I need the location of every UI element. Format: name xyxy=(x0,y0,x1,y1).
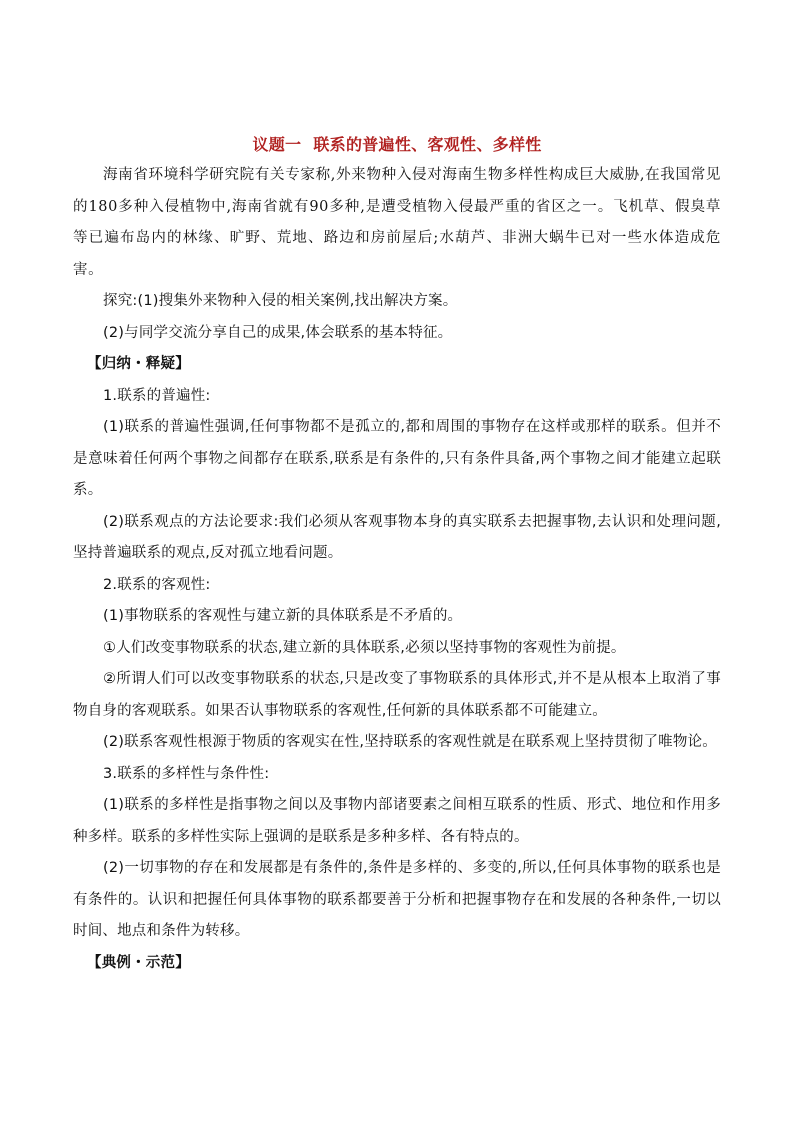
point1-paragraph-2: (2)联系观点的方法论要求:我们必须从客观事物本身的真实联系去把握事物,去认识和处理问题,坚持普遍联系的观点,反对孤立地看问题。 xyxy=(73,513,721,561)
topic-text: 联系的普遍性、客观性、多样性 xyxy=(313,135,542,154)
point2-paragraph-1: (1)事物联系的客观性与建立新的具体联系是不矛盾的。 xyxy=(103,608,463,624)
body-content xyxy=(73,286,721,979)
point3-title: 3.联系的多样性与条件性: xyxy=(103,765,270,782)
case-material-paragraph: 海南省环境科学研究院有关专家称,外来物种入侵对海南生物多样性构成巨大威胁,在我国常见的180多种入侵植物中,海南省就有90多种,是遭受植物入侵最严重的省区之一。飞机草、假臭草等已遍布岛内的林缘、旷野、荒地、路边和房前屋后;水葫芦、非洲大蜗牛已对一些水体造成危害。 xyxy=(73,167,721,278)
point1-paragraph-1: (1)联系的普遍性强调,任何事物都不是孤立的,都和周围的事物存在这样或那样的联系。但并不是意味着任何两个事物之间都存在联系,联系是有条件的,只有条件具备,两个事物之间才能建立起联系。 xyxy=(73,419,721,498)
point2-item-a: ①人们改变事物联系的状态,建立新的具体联系,必须以坚持事物的客观性为前提。 xyxy=(103,639,626,656)
topic-label: 议题一 xyxy=(252,135,302,154)
point3-paragraph-1: (1)联系的多样性是指事物之间以及事物内部诸要素之间相互联系的性质、形式、地位和作用多种多样。联系的多样性实际上强调的是联系是多种多样、各有特点的。 xyxy=(73,797,721,845)
inquiry-question-2: (2)与同学交流分享自己的成果,体会联系的基本特征。 xyxy=(103,324,453,341)
point1-title: 1.联系的普遍性: xyxy=(103,387,211,404)
section-heading-example: 【典例・示范】 xyxy=(87,954,190,971)
point2-title: 2.联系的客观性: xyxy=(103,576,211,593)
point2-paragraph-2: (2)联系客观性根源于物质的客观实在性,坚持联系的客观性就是在联系观上坚持贯彻了唯物论。 xyxy=(103,734,717,750)
page-title xyxy=(0,132,794,155)
section-heading-summary: 【归纳・释疑】 xyxy=(87,356,190,372)
point3-paragraph-2: (2)一切事物的存在和发展都是有条件的,条件是多样的、多变的,所以,任何具体事物的联系也是有条件的。认识和把握任何具体事物的联系都要善于分析和把握事物存在和发展的各种条件,一切以时间、地点和条件为转移。 xyxy=(73,860,721,939)
point2-item-b: ②所谓人们可以改变事物联系的状态,只是改变了事物联系的具体形式,并不是从根本上取消了事物自身的客观联系。如果否认事物联系的客观性,任何新的具体联系都不可能建立。 xyxy=(73,671,721,719)
inquiry-question-1: 探究:(1)搜集外来物种入侵的相关案例,找出解决方案。 xyxy=(103,293,458,309)
